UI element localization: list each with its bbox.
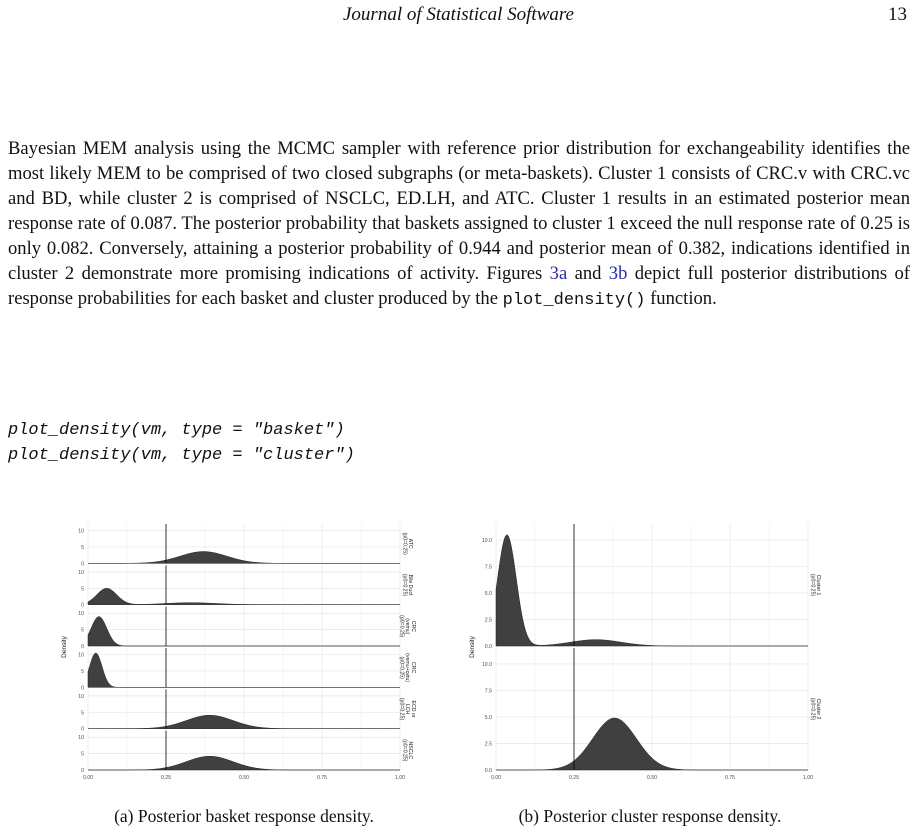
facet-label-text: CRC: [409, 662, 416, 674]
x-tick-label: 1.00: [802, 775, 814, 781]
y-tick-label: 0.0: [484, 644, 492, 650]
code-block: [8, 418, 355, 468]
y-tick-label: 5: [81, 751, 84, 758]
facet-strip-label: [399, 653, 416, 682]
y-tick-label: 2.5: [484, 741, 492, 748]
facet-label-text: ECD or: [409, 700, 416, 718]
x-tick-label: 0.75: [724, 775, 736, 781]
facet-label-text: (vemu+cetu): [404, 653, 411, 683]
paragraph-text: depict full posterior distributions of response probabilities for each basket and cluster produced by the: [8, 263, 911, 309]
x-tick-label: 0.50: [646, 775, 658, 781]
page-number: 13: [888, 4, 907, 25]
y-tick-label: 0.0: [484, 768, 492, 774]
y-tick-label: 2.5: [484, 617, 492, 624]
y-tick-label: 10.0: [481, 661, 492, 668]
facet-label-text: (vemu): [404, 618, 411, 635]
figure-ref-3b[interactable]: 3b: [608, 263, 628, 284]
facet-label-text: (p0=0.25): [398, 615, 405, 638]
paragraph-text: function.: [645, 288, 717, 309]
y-tick-label: 10: [78, 611, 84, 618]
y-tick-label: 10: [78, 528, 84, 535]
facet-label-text: (p0=0.25): [398, 656, 405, 679]
y-tick-label: 0: [81, 768, 84, 774]
x-tick-label: 0.00: [490, 775, 502, 781]
y-tick-label: 0: [81, 644, 84, 650]
facet-label-text: (p0=0.25): [398, 697, 405, 721]
y-tick-label: 10: [78, 735, 84, 742]
y-tick-label: 5: [81, 668, 84, 675]
y-tick-label: 5: [81, 710, 84, 717]
facet-label-text: LCH: [404, 703, 411, 715]
facet-strip-label: [401, 532, 413, 555]
facet-strip-label: [401, 739, 413, 762]
figure-ref-3a[interactable]: 3a: [549, 263, 568, 284]
y-axis-label: Density: [61, 636, 68, 658]
facet-label-text: (p0=0.25): [809, 573, 816, 597]
y-tick-label: 0: [81, 561, 84, 568]
y-tick-label: 0: [81, 726, 84, 733]
y-tick-label: 5.0: [484, 590, 492, 597]
function-name: plot_density(): [502, 291, 646, 310]
x-tick-label: 0.50: [238, 775, 250, 781]
y-tick-label: 10.0: [481, 537, 492, 544]
facet-label-text: (p0=0.25): [401, 532, 408, 555]
y-tick-label: 0: [81, 685, 84, 692]
facet-label-text: Cluster 2: [815, 698, 821, 720]
y-tick-label: 5: [81, 627, 84, 634]
y-axis-label: Density: [469, 636, 476, 658]
journal-title: Journal of Statistical Software: [343, 4, 574, 25]
x-tick-label: 0.25: [568, 775, 580, 781]
y-tick-label: 0: [81, 602, 84, 609]
facet-label-text: CRC: [409, 620, 416, 632]
y-tick-label: 7.5: [484, 688, 492, 695]
y-tick-label: 5.0: [484, 714, 492, 721]
x-tick-label: 0.00: [82, 775, 94, 781]
y-tick-label: 10: [78, 652, 84, 659]
page-header: [0, 4, 917, 28]
y-tick-label: 5: [81, 544, 84, 551]
facet-label-text: Bile Duct: [407, 574, 413, 596]
facet-strip-label: [399, 698, 416, 721]
facet-label-text: Cluster 1: [815, 574, 821, 596]
facet-label-text: (p0=0.25): [809, 697, 816, 721]
code-line-1: plot_density(vm, type = "basket"): [8, 421, 345, 440]
code-line-2: plot_density(vm, type = "cluster"): [8, 446, 355, 465]
x-tick-label: 0.75: [316, 775, 328, 781]
facet-strip-label: [809, 698, 821, 721]
facet-strip-label: [809, 574, 821, 597]
caption-b: (b) Posterior cluster response density.: [518, 806, 782, 826]
caption-a: (a) Posterior basket response density.: [114, 806, 374, 826]
cluster-density-chart: [452, 520, 848, 782]
y-tick-label: 5: [81, 586, 84, 593]
facet-label-text: ATC: [407, 538, 413, 549]
x-tick-label: 1.00: [394, 775, 406, 781]
x-tick-label: 0.25: [160, 775, 172, 781]
y-tick-label: 7.5: [484, 564, 492, 571]
facet-label-text: NSCLC: [407, 741, 413, 760]
paragraph-text: Bayesian MEM analysis using the MCMC sampler with reference prior distribution for exchangeability identifies the most likely MEM to be comprised of two closed subgraphs (or meta-baskets). Cluster 1 consists of CRC.v with CRC.vc and BD, while cluster 2 is comprised of NSCLC, ED.LH, and ATC. Cluster 1 results in an estimated posterior mean response rate of 0.087. The posterior probability that baskets assigned to cluster 1 exceed the null response rate of 0.25 is only 0.082. Conversely, attaining a posterior probability of 0.944 and posterior mean of 0.382, indications identified in cluster 2 demonstrate more promising indications of activity. Figures: [8, 138, 910, 284]
paragraph-text: and: [567, 263, 609, 284]
facet-strip-label: [401, 574, 413, 597]
y-tick-label: 10: [78, 569, 84, 576]
facet-label-text: (p0=0.25): [401, 739, 408, 762]
basket-density-chart: [48, 520, 440, 782]
facet-label-text: (p0=0.25): [401, 573, 408, 597]
y-tick-label: 10: [78, 693, 84, 700]
facet-strip-label: [399, 615, 416, 638]
body-paragraph: [8, 136, 910, 313]
